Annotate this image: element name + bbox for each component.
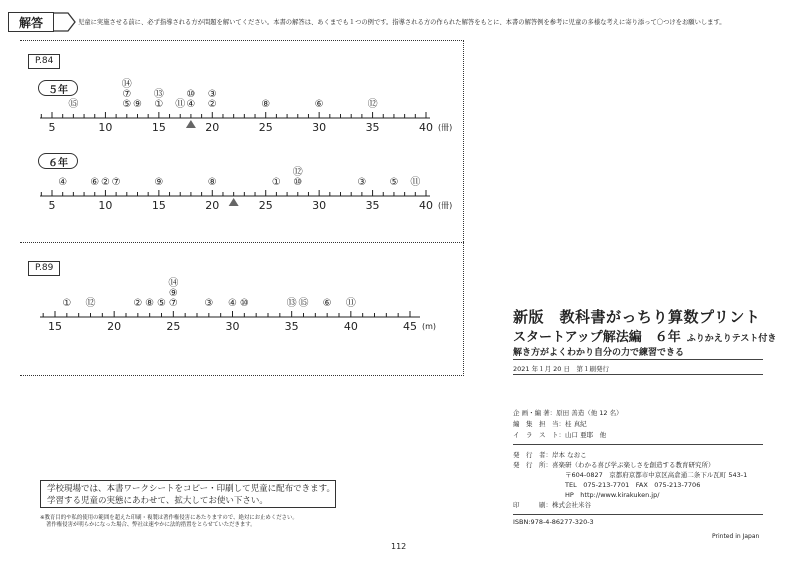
data-point-label: ⑬ (286, 298, 297, 309)
data-point-label: ⑥ (314, 99, 324, 110)
data-point-label: ① (271, 177, 281, 188)
data-point-label: ② (133, 298, 143, 309)
data-point-label: ⑦ (111, 177, 121, 188)
tick-label: 20 (205, 121, 220, 134)
axis-unit-label: (冊) (438, 201, 453, 210)
answer-tag: 解答 (8, 12, 54, 32)
data-point-label: ② (100, 177, 110, 188)
page-ref-p84: P.84 (28, 54, 60, 69)
data-point-label: ① (154, 99, 164, 110)
publisher-address: 〒604-0827 京都府京都市中京区高倉通二条下ル瓦町 543-1 (565, 471, 748, 479)
data-point-label: ⑮ (298, 298, 309, 309)
data-point-label: ⑥ (322, 298, 332, 309)
data-point-label: ⑧ (207, 177, 217, 188)
data-point-label: ⑩ (239, 298, 249, 309)
tick-label: 30 (312, 121, 327, 134)
data-point-label: ⑤ (389, 177, 399, 188)
data-point-label: ③ (207, 89, 217, 100)
data-point-label: ④ (186, 99, 196, 110)
data-point-label: ⑤ (122, 99, 132, 110)
data-point-label: ⑧ (145, 298, 155, 309)
data-point-label: ⑦ (122, 89, 132, 100)
publisher-tel: TEL 075-213-7701 FAX 075-213-7706 (565, 481, 701, 489)
tick-label: 25 (258, 199, 273, 212)
imprint-rule-2 (513, 374, 763, 375)
tick-label: 35 (365, 199, 380, 212)
grade-label-5: ５年 (38, 80, 78, 96)
printed-in-japan: Printed in Japan (712, 533, 760, 540)
copyright-fine-1: ※教育目的や私的使用の範囲を超えた印刷・複製は著作権侵害にあたりますので、絶対にお止めください。 (40, 515, 298, 521)
data-point-label: ⑫ (292, 167, 303, 178)
isbn-text: ISBN:978-4-86277-320-3 (513, 518, 594, 526)
data-point-label: ⑨ (154, 177, 164, 188)
tick-label: 40 (419, 199, 433, 212)
edition-text: 2021 年１月 20 日 第１刷発行 (513, 365, 610, 373)
tick-label: 10 (98, 199, 113, 212)
book-tagline: 解き方がよくわかり自分の力で練習できる (513, 348, 685, 358)
data-point-label: ③ (204, 298, 214, 309)
tick-label: 5 (48, 199, 56, 212)
data-point-label: ⑪ (175, 99, 186, 110)
data-point-label: ⑧ (261, 99, 271, 110)
book-subtitle (513, 326, 776, 345)
axis-unit-label: (m) (422, 322, 437, 331)
tick-label: 15 (151, 121, 166, 134)
data-point-label: ① (62, 298, 72, 309)
tick-label: 40 (419, 121, 433, 134)
data-point-label: ⑩ (186, 89, 196, 100)
imprint-rule-4 (513, 514, 763, 515)
tick-label: 25 (258, 121, 273, 134)
book-subtitle-main: スタートアップ解法編 ６年 (513, 330, 681, 345)
copyright-fine-2: 著作権侵害が明らかになった場合、弊社は速やかに法的措置をとらせていただきます。 (46, 522, 256, 528)
tick-label: 35 (365, 121, 380, 134)
tick-label: 15 (151, 199, 166, 212)
data-point-label: ④ (58, 177, 68, 188)
axis-unit-label: (冊) (438, 123, 453, 132)
data-point-label: ⑥ (90, 177, 100, 188)
data-point-label: ⑭ (121, 79, 132, 90)
printer-row: 印 刷：株式会社米谷 (513, 501, 591, 509)
tick-label: 15 (48, 320, 62, 333)
notice-line-2: 学習する児童の実態にあわせて、拡大してお使い下さい。 (47, 496, 268, 506)
page-number: 112 (391, 542, 407, 551)
instruction-text: 児童に実施させる前に、必ず指導される方が問題を解いてください。本書の解答は、あくまでも１つの例です。指導される方の作られた解答をもとに、本書の解答例を参考に児童の多様な考えに寄り添って〇つけをお願いします。 (78, 19, 726, 26)
book-title: 新版 教科書がっちり算数プリント (513, 308, 761, 326)
credit-row: 企 画・編 著：原田 善造（他 12 名） (513, 409, 623, 417)
data-point-label: ⑪ (345, 298, 356, 309)
imprint-rule-3 (513, 444, 763, 445)
number-line-svg (0, 0, 470, 380)
tick-label: 35 (284, 320, 299, 333)
tick-label: 30 (225, 320, 240, 333)
publisher-hp: HP http://www.kirakuken.jp/ (565, 491, 660, 499)
tick-label: 45 (403, 320, 417, 333)
data-point-label: ⑦ (168, 298, 178, 309)
data-point-label: ③ (357, 177, 367, 188)
data-point-label: ⑪ (410, 177, 421, 188)
tick-label: 25 (166, 320, 181, 333)
credit-row: イ ラ ス ト：山口 亜耶 他 (513, 431, 607, 439)
tick-label: 10 (98, 121, 113, 134)
data-point-label: ⑫ (85, 298, 96, 309)
data-point-label: ④ (228, 298, 237, 309)
credit-row: 編 集 担 当：桂 真紀 (513, 420, 587, 428)
page-ref-p89: P.89 (28, 261, 60, 276)
data-point-label: ⑬ (153, 89, 164, 100)
book-subtitle-note: ふりかえりテスト付き (686, 334, 777, 344)
grade-label-6: ６年 (38, 153, 78, 169)
tick-label: 30 (312, 199, 327, 212)
publisher-row: 発 行 所：喜楽研（わかる喜び学ぶ楽しさを創造する教育研究所） (513, 461, 715, 469)
data-point-label: ⑤ (157, 298, 166, 309)
data-point-label: ⑫ (367, 99, 378, 110)
imprint-rule-1 (513, 359, 763, 360)
credits-block (513, 408, 623, 441)
notice-line-1: 学校現場では、本書ワークシートをコピー・印刷して児童に配布できます。 (47, 484, 335, 494)
tick-label: 20 (107, 320, 122, 333)
data-point-label: ⑮ (68, 99, 79, 110)
publisher-block (513, 450, 747, 510)
usage-notice-box (40, 480, 336, 508)
tick-label: 40 (343, 320, 358, 333)
publisher-row: 発 行 者：岸本 なおこ (513, 451, 587, 459)
data-point-label: ⑨ (133, 99, 142, 110)
tick-label: 20 (205, 199, 220, 212)
tick-label: 5 (48, 121, 56, 134)
data-point-label: ⑨ (168, 288, 178, 299)
data-point-label: ② (207, 99, 217, 110)
data-point-label: ⑭ (168, 278, 179, 289)
data-point-label: ⑩ (293, 177, 303, 188)
